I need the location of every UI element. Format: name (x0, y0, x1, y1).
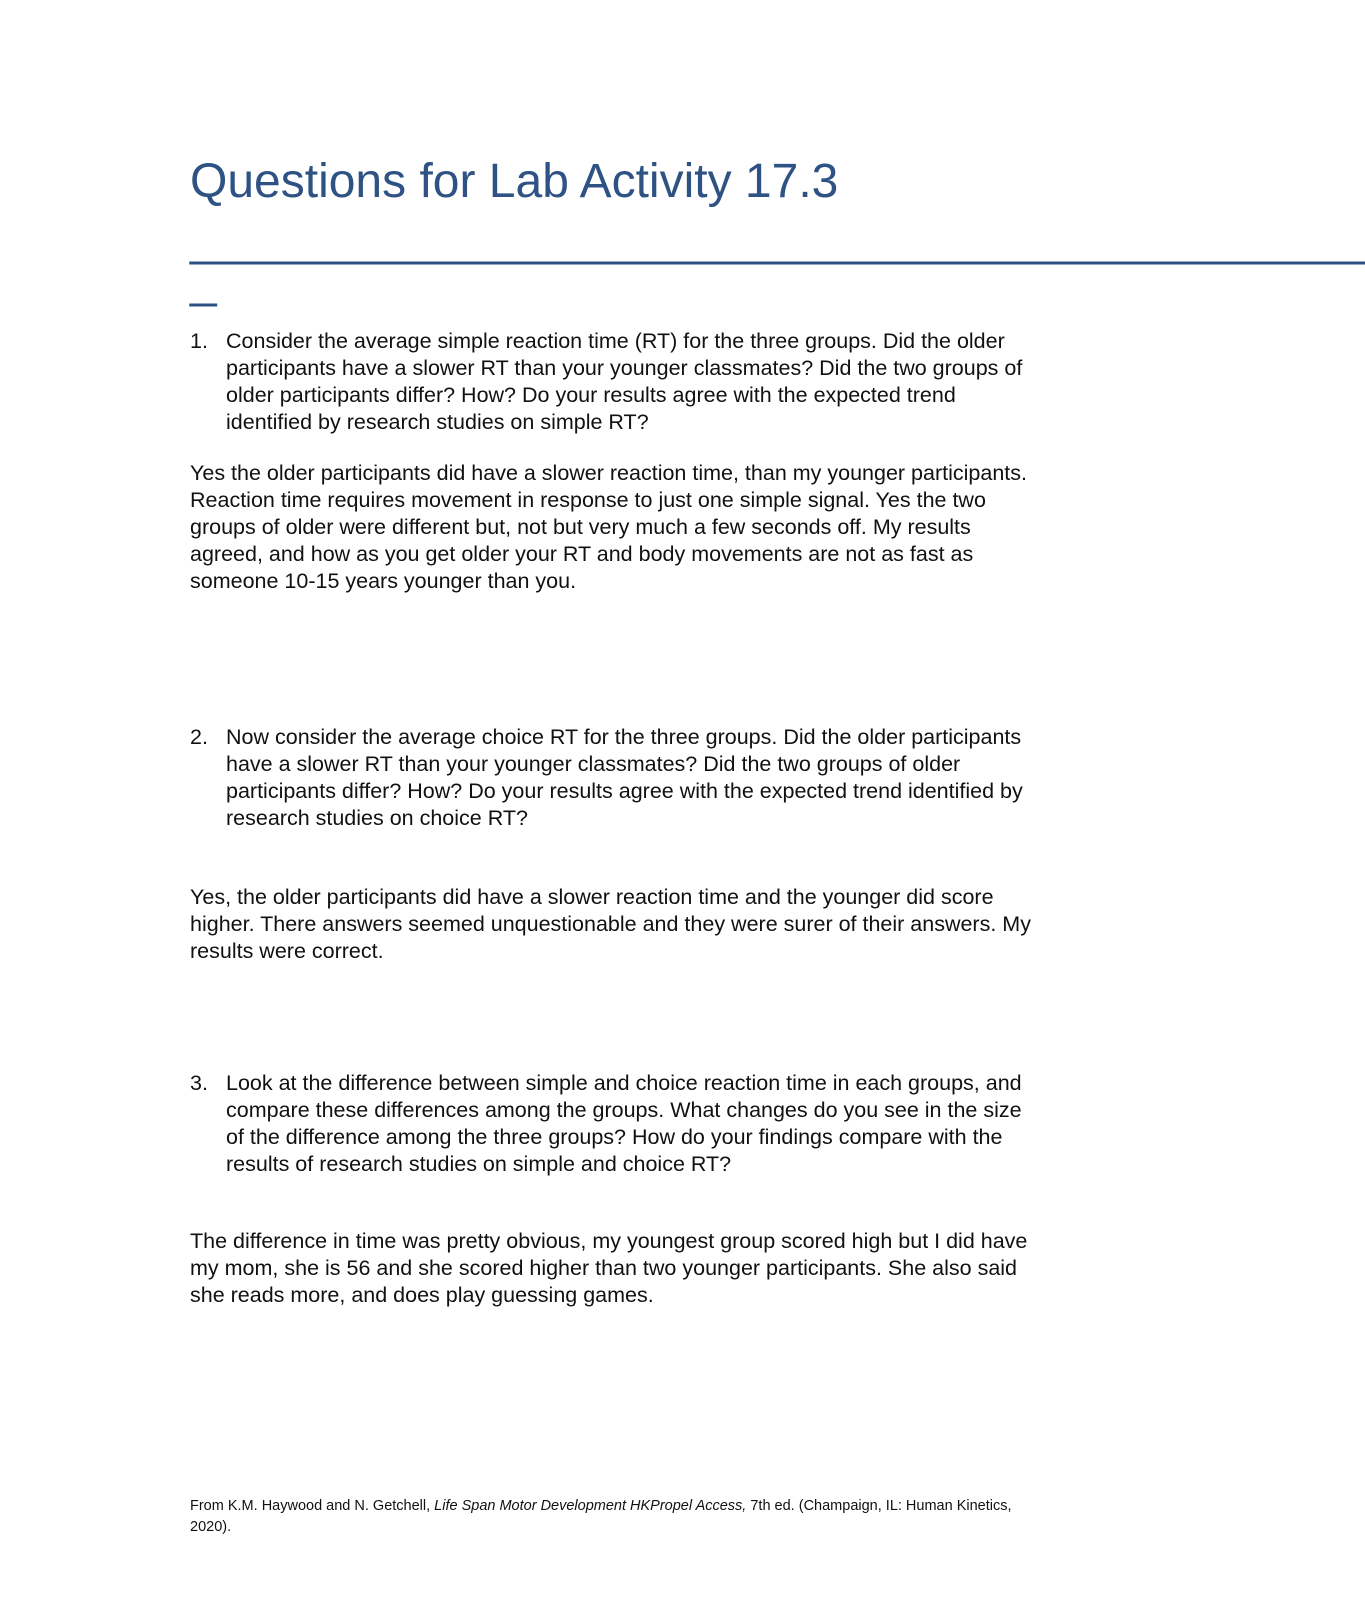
page-title: Questions for Lab Activity 17.3 (190, 155, 839, 208)
citation-prefix: From K.M. Haywood and N. Getchell, (190, 1498, 435, 1514)
question-1 (190, 328, 1040, 436)
title-underline: ____________________________________________ (190, 213, 1365, 266)
citation-book-title: Life Span Motor Development HKPropel Access, (434, 1498, 747, 1514)
question-3 (190, 1070, 1040, 1178)
answer-3: The difference in time was pretty obvious, my youngest group scored high but I did have my mom, she is 56 and she scored higher than two younger participants. She also said she reads more, and does play guessing games. (190, 1229, 1028, 1307)
answer-2: Yes, the older participants did have a slower reaction time and the younger did score higher. There answers seemed unquestionable and they were surer of their answers. My results were correct. (190, 885, 1031, 963)
question-2-number: 2. (190, 725, 208, 749)
citation-footer (190, 1496, 1040, 1538)
citation-suffix: 7th ed. (Champaign, IL: Human Kinetics, 2020). (190, 1498, 1012, 1535)
question-3-number: 3. (190, 1071, 208, 1095)
question-2-text: Now consider the average choice RT for the three groups. Did the older participants have a slower RT than your younger classmates? Did the two groups of older participants differ? How? Do your results agree with the expected trend identified by research studies on choice RT? (226, 725, 1023, 830)
question-2 (190, 724, 1040, 832)
question-1-number: 1. (190, 329, 208, 353)
answer-1: Yes the older participants did have a slower reaction time, than my younger participants. Reaction time requires movement in response to just one simple signal. Yes the two groups of older were different but, not but very much a few seconds off. My results agreed, and how as you get older your RT and body movements are not as fast as someone 10-15 years younger than you. (190, 461, 1027, 593)
title-underline-tail: _ (190, 255, 217, 308)
question-3-text: Look at the difference between simple and choice reaction time in each groups, and compare these differences among the groups. What changes do you see in the size of the difference among the three groups? How do your findings compare with the results of research studies on simple and choice RT? (226, 1071, 1022, 1176)
question-1-text: Consider the average simple reaction time (RT) for the three groups. Did the older participants have a slower RT than your younger classmates? Did the two groups of older participants differ? How? Do your results agree with the expected trend identified by research studies on simple RT? (226, 329, 1023, 434)
